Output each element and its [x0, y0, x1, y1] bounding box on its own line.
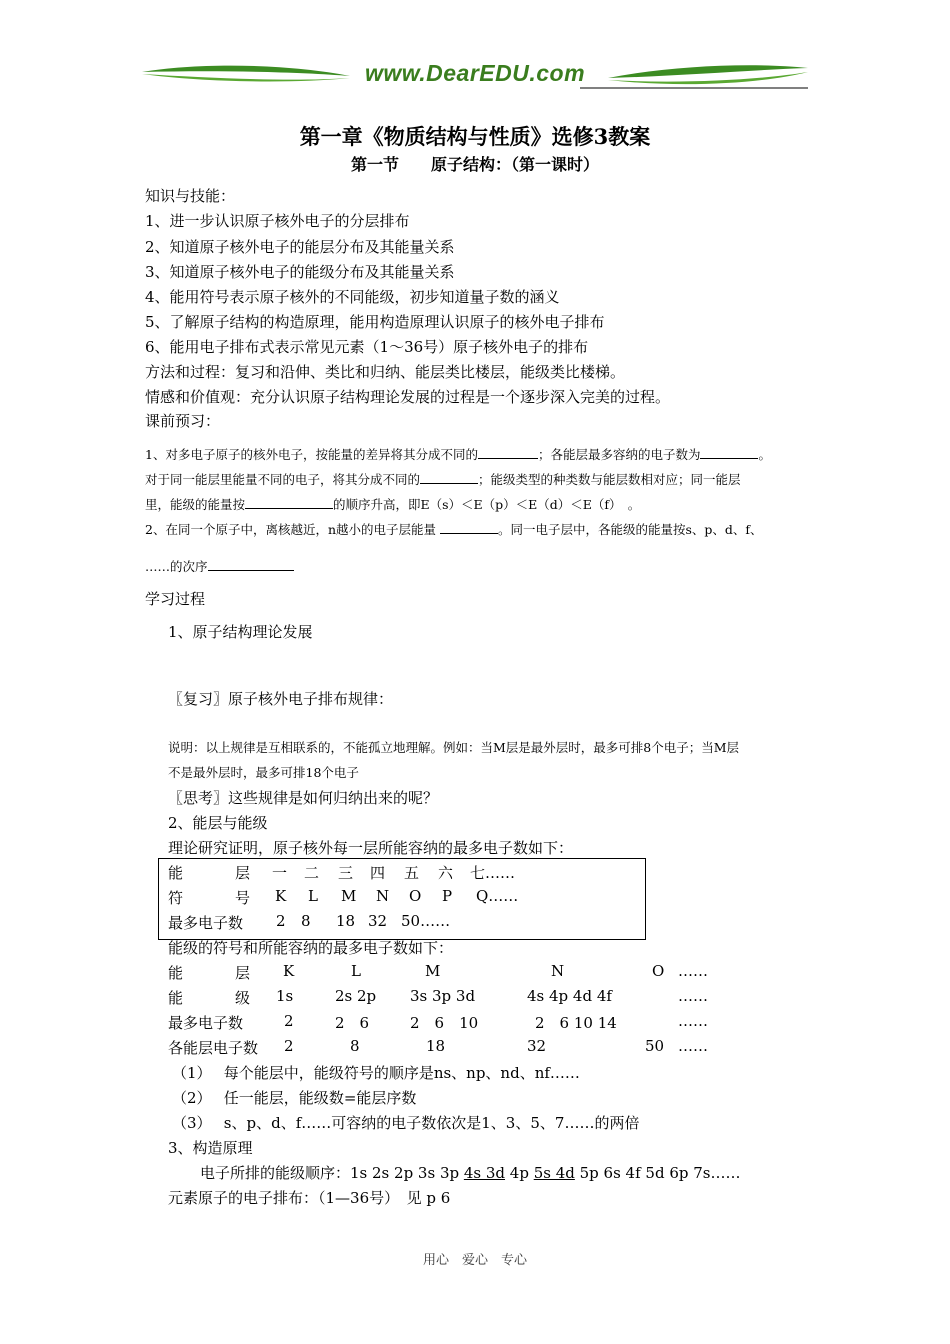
intro-text: 能级的符号和所能容纳的最多电子数如下：	[168, 939, 454, 957]
box-cell: 8	[301, 912, 311, 930]
grid-cell: 2 6	[335, 1014, 370, 1032]
box-cell: 能	[168, 864, 184, 882]
grid-cell: M	[425, 962, 441, 980]
grid-cell: N	[551, 962, 565, 980]
order-text: 5p 6s 4f 5d 6p 7s……	[574, 1164, 741, 1182]
preview-line	[145, 495, 640, 513]
grid-cell: ……	[678, 987, 708, 1005]
methods-text: 方法和过程：复习和沿伸、类比和归纳、能层类比楼层，能级类比楼梯。	[145, 363, 626, 381]
box-cell: L	[308, 887, 318, 905]
think-heading: 〖思考〗这些规律是如何归纳出来的呢？	[168, 789, 439, 807]
preview-line	[145, 470, 741, 488]
grid-cell: 2s 2p	[335, 987, 377, 1005]
answer-blank[interactable]	[700, 446, 758, 459]
section-subtitle: 第一节 原子结构：（第一课时）	[350, 155, 599, 174]
preview-text: 2、在同一个原子中，离核越近，n越小的电子层能量	[145, 522, 437, 537]
rule-item: （1） 每个能层中，能级符号的顺序是ns、np、nd、nf……	[172, 1064, 580, 1082]
answer-blank[interactable]	[478, 446, 538, 459]
preview-text: ……的次序	[145, 559, 208, 574]
page-footer: 用心 爱心 专心	[422, 1253, 527, 1268]
document-title: 第一章《物质结构与性质》选修3教案	[299, 124, 651, 149]
grid-cell: 1s	[276, 987, 294, 1005]
box-cell: N	[376, 887, 390, 905]
answer-blank[interactable]	[208, 558, 294, 571]
grid-cell: 2	[284, 1037, 294, 1055]
preview-text: 对于同一能层里能量不同的电子，将其分成不同的	[145, 472, 421, 487]
grid-cell: 18	[426, 1037, 446, 1055]
preview-heading: 课前预习：	[145, 412, 221, 430]
box-cell: Q……	[476, 887, 519, 905]
grid-cell: ……	[678, 962, 708, 980]
box-cell: 层	[235, 864, 251, 882]
grid-cell: K	[283, 962, 295, 980]
section-heading: 1、原子结构理论发展	[168, 623, 313, 641]
grid-cell: 4s 4p 4d 4f	[527, 987, 612, 1005]
process-heading: 学习过程	[145, 590, 206, 608]
preview-text: 。同一电子层中，各能级的能量按s、p、d、f、	[498, 522, 763, 537]
objective-item: 6、能用电子排布式表示常见元素（1～36号）原子核外电子的排布	[145, 338, 589, 356]
grid-cell: 2 6 10 14	[535, 1014, 617, 1032]
order-underlined: 5s 4d	[533, 1164, 575, 1182]
box-cell: 18	[336, 912, 356, 930]
order-underlined: 4s 3d	[463, 1164, 506, 1182]
grid-cell: ……	[678, 1012, 708, 1030]
box-cell: 最多电子数	[168, 914, 244, 932]
box-cell: P	[442, 887, 453, 905]
review-heading: 〖复习〗原子核外电子排布规律：	[168, 690, 394, 708]
preview-text: ；能级类型的种类数与能层数相对应；同一能层	[478, 472, 741, 487]
box-cell: M	[341, 887, 357, 905]
section-heading: 2、能层与能级	[168, 814, 268, 832]
box-cell: 一	[272, 864, 288, 882]
box-cell: 2	[276, 912, 286, 930]
preview-text: 1、对多电子原子的核外电子，按能量的差异将其分成不同的	[145, 447, 478, 462]
site-logo-text: www.DearEDU.com	[364, 60, 586, 86]
box-cell: 四	[370, 864, 386, 882]
note-text: 说明：以上规律是互相联系的，不能孤立地理解。例如：当M层是最外层时，最多可排8个电子；当M层	[168, 740, 740, 755]
grid-cell: 能	[168, 964, 184, 982]
box-cell: 六	[438, 864, 454, 882]
config-text: 元素原子的电子排布：（1—36号） 见 p 6	[168, 1189, 451, 1207]
grid-cell: L	[351, 962, 361, 980]
grid-cell: 级	[235, 989, 251, 1007]
box-cell: 三	[338, 864, 354, 882]
grid-cell: 最多电子数	[168, 1014, 244, 1032]
order-text: 4p	[505, 1164, 534, 1182]
grid-cell: 2	[284, 1012, 294, 1030]
rule-item: （3） s、p、d、f……可容纳的电子数依次是1、3、5、7……的两倍	[172, 1114, 640, 1132]
values-text: 情感和价值观：充分认识原子结构理论发展的过程是一个逐步深入完美的过程。	[145, 388, 671, 406]
objective-item: 4、能用符号表示原子核外的不同能级，初步知道量子数的涵义	[145, 288, 560, 306]
note-text: 不是最外层时，最多可排18个电子	[168, 765, 359, 780]
box-cell: 号	[235, 889, 251, 907]
preview-text: ；各能层最多容纳的电子数为	[537, 447, 701, 462]
order-text: 电子所排的能级顺序：1s 2s 2p 3s 3p	[200, 1164, 464, 1182]
preview-text: 里，能级的能量按	[145, 497, 246, 512]
box-cell: 二	[304, 864, 320, 882]
box-cell: 50……	[401, 912, 451, 930]
preview-text: 。	[758, 447, 771, 462]
box-cell: 符	[168, 889, 184, 907]
grid-cell: 各能层电子数	[168, 1039, 259, 1057]
box-cell: 32	[368, 912, 388, 930]
box-cell: 七……	[470, 864, 516, 882]
grid-cell: 能	[168, 989, 184, 1007]
box-cell: O	[409, 887, 422, 905]
intro-text: 理论研究证明，原子核外每一层所能容纳的最多电子数如下：	[168, 839, 574, 857]
section-heading: 3、构造原理	[168, 1139, 253, 1157]
grid-cell: 8	[350, 1037, 360, 1055]
preview-line	[145, 520, 763, 538]
objective-item: 5、了解原子结构的构造原理，能用构造原理认识原子的核外电子排布	[145, 313, 605, 331]
grid-cell: 50	[645, 1037, 665, 1055]
grid-cell: O	[652, 962, 665, 980]
objectives-heading: 知识与技能：	[145, 187, 236, 205]
rule-item: （2） 任一能层，能级数=能层序数	[172, 1089, 417, 1107]
box-cell: 五	[404, 864, 420, 882]
box-cell: K	[275, 887, 287, 905]
preview-line	[145, 445, 771, 463]
objective-item: 1、进一步认识原子核外电子的分层排布	[145, 212, 410, 230]
answer-blank[interactable]	[245, 496, 333, 509]
preview-text: 的顺序升高，即E（s）＜E（p）＜E（d）＜E（f） 。	[333, 497, 641, 512]
objective-item: 3、知道原子核外电子的能级分布及其能量关系	[145, 263, 455, 281]
objective-item: 2、知道原子核外电子的能层分布及其能量关系	[145, 238, 455, 256]
filling-order	[200, 1162, 740, 1183]
grid-cell: ……	[678, 1037, 708, 1055]
preview-line	[145, 557, 294, 575]
grid-cell: 32	[527, 1037, 547, 1055]
answer-blank[interactable]	[440, 521, 498, 534]
grid-cell: 3s 3p 3d	[410, 987, 476, 1005]
answer-blank[interactable]	[420, 471, 478, 484]
grid-cell: 2 6 10	[410, 1014, 479, 1032]
grid-cell: 层	[235, 964, 251, 982]
